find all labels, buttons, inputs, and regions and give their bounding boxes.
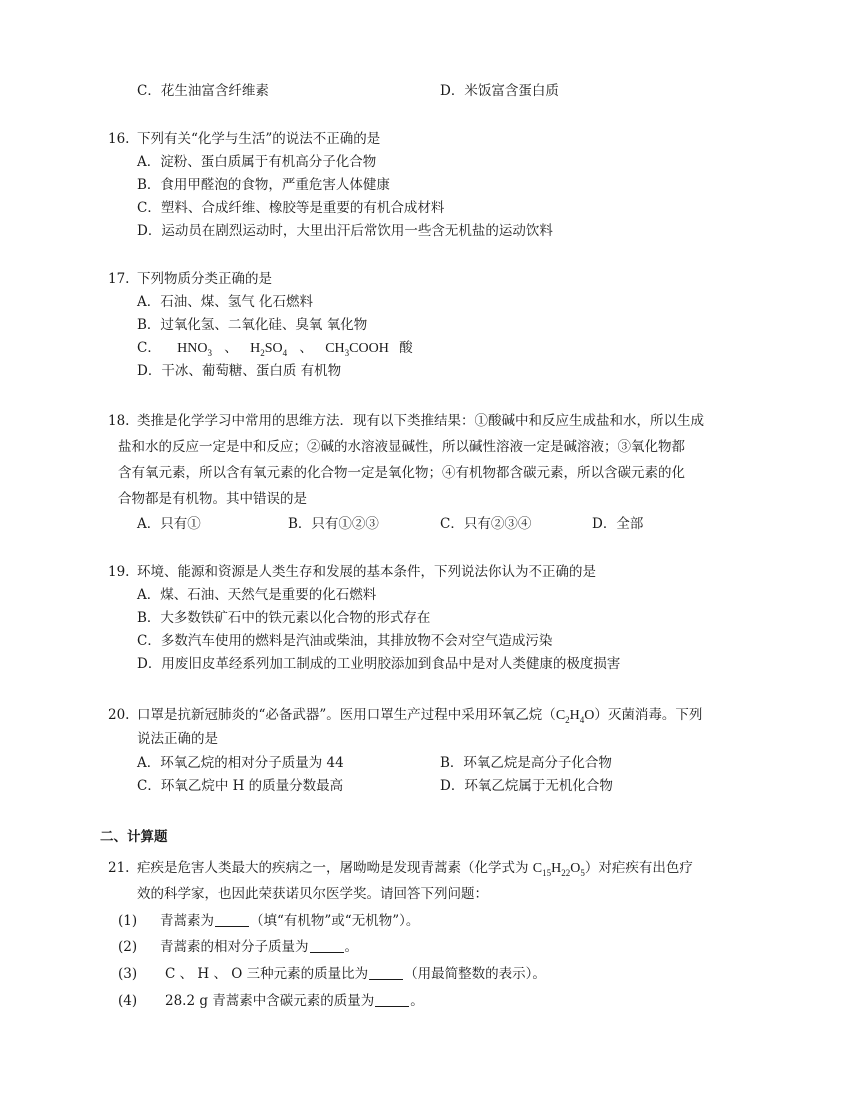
q17-formula-ch3cooh-cooh: COOH <box>349 341 389 356</box>
q21-sub1 <box>160 910 419 932</box>
q20-formula-c: C <box>555 708 566 723</box>
q21-sub2-text-a: 青蒿素的相对分子质量为 <box>160 939 309 955</box>
q20-formula-h-sub: 4 <box>579 714 585 725</box>
q21-formula-o-sub: 5 <box>580 867 585 878</box>
q20-option-d: D．环氧乙烷属于无机化合物 <box>440 778 613 794</box>
q17-formula-ch3cooh-ch: CH <box>325 341 345 356</box>
q20-formula-o: O <box>584 708 595 723</box>
q19-option-b: B．大多数铁矿石中的铁元素以化合物的形式存在 <box>137 610 431 626</box>
q21-sub4 <box>165 990 424 1012</box>
q20-option-a: A．环氧乙烷的相对分子质量为 44 <box>137 755 344 771</box>
q21-stem-line2: 效的科学家，也因此荣获诺贝尔医学奖。请回答下列问题： <box>137 886 488 902</box>
q21-sub1-text-b: （填“有机物”或“无机物”）。 <box>250 913 420 929</box>
q21-number: 21. <box>108 860 130 876</box>
q17-formula-h2so4-sosub: 4 <box>282 347 288 358</box>
q21-formula-c15h22o5 <box>533 861 585 876</box>
q21-sub3-text-b: （用最简整数的表示）。 <box>404 966 546 982</box>
q15-option-c: C．花生油富含纤维素 <box>137 83 269 99</box>
q17-option-a: A．石油、煤、氢气 化石燃料 <box>137 294 314 310</box>
section-title-calculation: 二、计算题 <box>100 829 168 845</box>
q19-stem: 环境、能源和资源是人类生存和发展的基本条件，下列说法你认为不正确的是 <box>137 564 596 580</box>
q19-option-a: A．煤、石油、天然气是重要的化石燃料 <box>137 587 377 603</box>
q21-sub4-text-a: 28.2 g 青蒿素中含碳元素的质量为 <box>165 993 375 1009</box>
q20-formula-h: H <box>569 708 580 723</box>
q20-stem-line1 <box>137 704 702 731</box>
q18-option-a: A．只有① <box>137 516 201 532</box>
q21-formula-c: C <box>532 861 543 876</box>
q21-sub3-number: (3) <box>118 966 138 982</box>
q17-option-c-prefix: C． <box>137 340 161 356</box>
q16-option-b: B．食用甲醛泡的食物，严重危害人体健康 <box>137 177 390 193</box>
q21-sub3-text-a: C 、 H 、 O 三种元素的质量比为 <box>165 966 369 982</box>
q20-stem-line2: 说法正确的是 <box>137 731 218 747</box>
q18-number: 18. <box>108 413 130 429</box>
q17-formula-h2so4-so: SO <box>264 341 283 356</box>
q17-option-c-suffix: 酸 <box>399 340 413 356</box>
q21-formula-h-sub: 22 <box>561 867 571 878</box>
q20-formula-c-sub: 2 <box>565 714 570 725</box>
q21-sub1-text-a: 青蒿素为 <box>160 913 214 929</box>
q18-stem-line2: 盐和水的反应一定是中和反应；②碱的水溶液显碱性，所以碱性溶液一定是碱溶液；③氧化物都 <box>118 439 685 455</box>
q17-number: 17. <box>108 271 130 287</box>
q15-option-d: D．米饭富含蛋白质 <box>440 83 559 99</box>
q16-option-d: D．运动员在剧烈运动时，大里出汗后常饮用一些含无机盐的运动饮料 <box>137 223 553 239</box>
q16-option-a: A．淀粉、蛋白质属于有机高分子化合物 <box>137 154 377 170</box>
q16-option-c: C．塑料、合成纤维、橡胶等是重要的有机合成材料 <box>137 200 445 216</box>
q20-formula-c2h4o <box>556 708 595 723</box>
q17-option-d: D．干冰、葡萄糖、蛋白质 有机物 <box>137 363 342 379</box>
q20-option-c: C．环氧乙烷中 H 的质量分数最高 <box>137 778 344 794</box>
q16-stem: 下列有关“化学与生活”的说法不正确的是 <box>137 131 381 147</box>
q17-separator-1: 、 <box>224 340 238 356</box>
q17-formula-hno3-sub: 3 <box>207 347 212 358</box>
q17-formula-hno3-text: HNO <box>177 341 208 356</box>
q21-sub2-number: (2) <box>118 939 138 955</box>
q21-formula-o: O <box>570 861 581 876</box>
q18-option-d: D．全部 <box>592 516 644 532</box>
q21-sub2-text-b: 。 <box>344 939 358 955</box>
q21-sub3 <box>165 963 546 985</box>
q21-sub1-number: (1) <box>118 913 138 929</box>
q17-formula-h2so4-hsub: 2 <box>260 347 265 358</box>
q17-formula-ch3cooh-chsub: 3 <box>344 347 350 358</box>
q19-number: 19. <box>108 564 130 580</box>
q18-option-c: C．只有②③④ <box>440 516 532 532</box>
q17-formula-h2so4-h: H <box>250 341 261 356</box>
q18-stem-line3: 含有氧元素，所以含有氧元素的化合物一定是氧化物；④有机物都含碳元素，所以含碳元素的化 <box>118 465 685 481</box>
q18-stem-line1: 类推是化学学习中常用的思维方法．现有以下类推结果：①酸碱中和反应生成盐和水，所以生成 <box>137 413 704 429</box>
q17-option-b: B．过氧化氢、二氧化硅、臭氧 氧化物 <box>137 317 368 333</box>
q20-stem-text-a: 口罩是抗新冠肺炎的“必备武器”。医用口罩生产过程中采用环氧乙烷（ <box>137 707 556 723</box>
q17-formula-ch3cooh <box>325 341 389 356</box>
q21-sub2-answer-blank[interactable] <box>310 938 344 953</box>
q19-option-c: C．多数汽车使用的燃料是汽油或柴油，其排放物不会对空气造成污染 <box>137 633 553 649</box>
q19-option-d: D．用废旧皮革经系列加工制成的工业明胶添加到食品中是对人类健康的极度损害 <box>137 656 621 672</box>
q21-formula-c-sub: 15 <box>542 867 552 878</box>
q16-number: 16. <box>108 131 130 147</box>
q17-stem: 下列物质分类正确的是 <box>137 271 272 287</box>
q20-option-b: B．环氧乙烷是高分子化合物 <box>440 755 612 771</box>
q17-separator-2: 、 <box>299 340 313 356</box>
q20-number: 20. <box>108 707 130 723</box>
q21-sub4-answer-blank[interactable] <box>375 992 409 1007</box>
q21-sub3-answer-blank[interactable] <box>369 965 403 980</box>
q21-sub2 <box>160 936 358 958</box>
q17-formula-hno3 <box>177 341 212 356</box>
q17-formula-h2so4 <box>250 341 287 356</box>
q21-stem-line1 <box>137 857 693 884</box>
q21-stem-text-a: 疟疾是危害人类最大的疾病之一，屠呦呦是发现青蒿素（化学式为 <box>137 860 533 876</box>
q21-stem-text-b: ）对疟疾有出色疗 <box>584 860 693 876</box>
q18-stem-line4: 合物都是有机物。其中错误的是 <box>118 491 307 507</box>
q21-sub4-number: (4) <box>118 993 138 1009</box>
q21-sub1-answer-blank[interactable] <box>215 912 249 927</box>
q18-option-b: B．只有①②③ <box>288 516 379 532</box>
q21-formula-h: H <box>551 861 562 876</box>
q20-stem-text-b: ）灭菌消毒。下列 <box>594 707 703 723</box>
q21-sub4-text-b: 。 <box>410 993 424 1009</box>
